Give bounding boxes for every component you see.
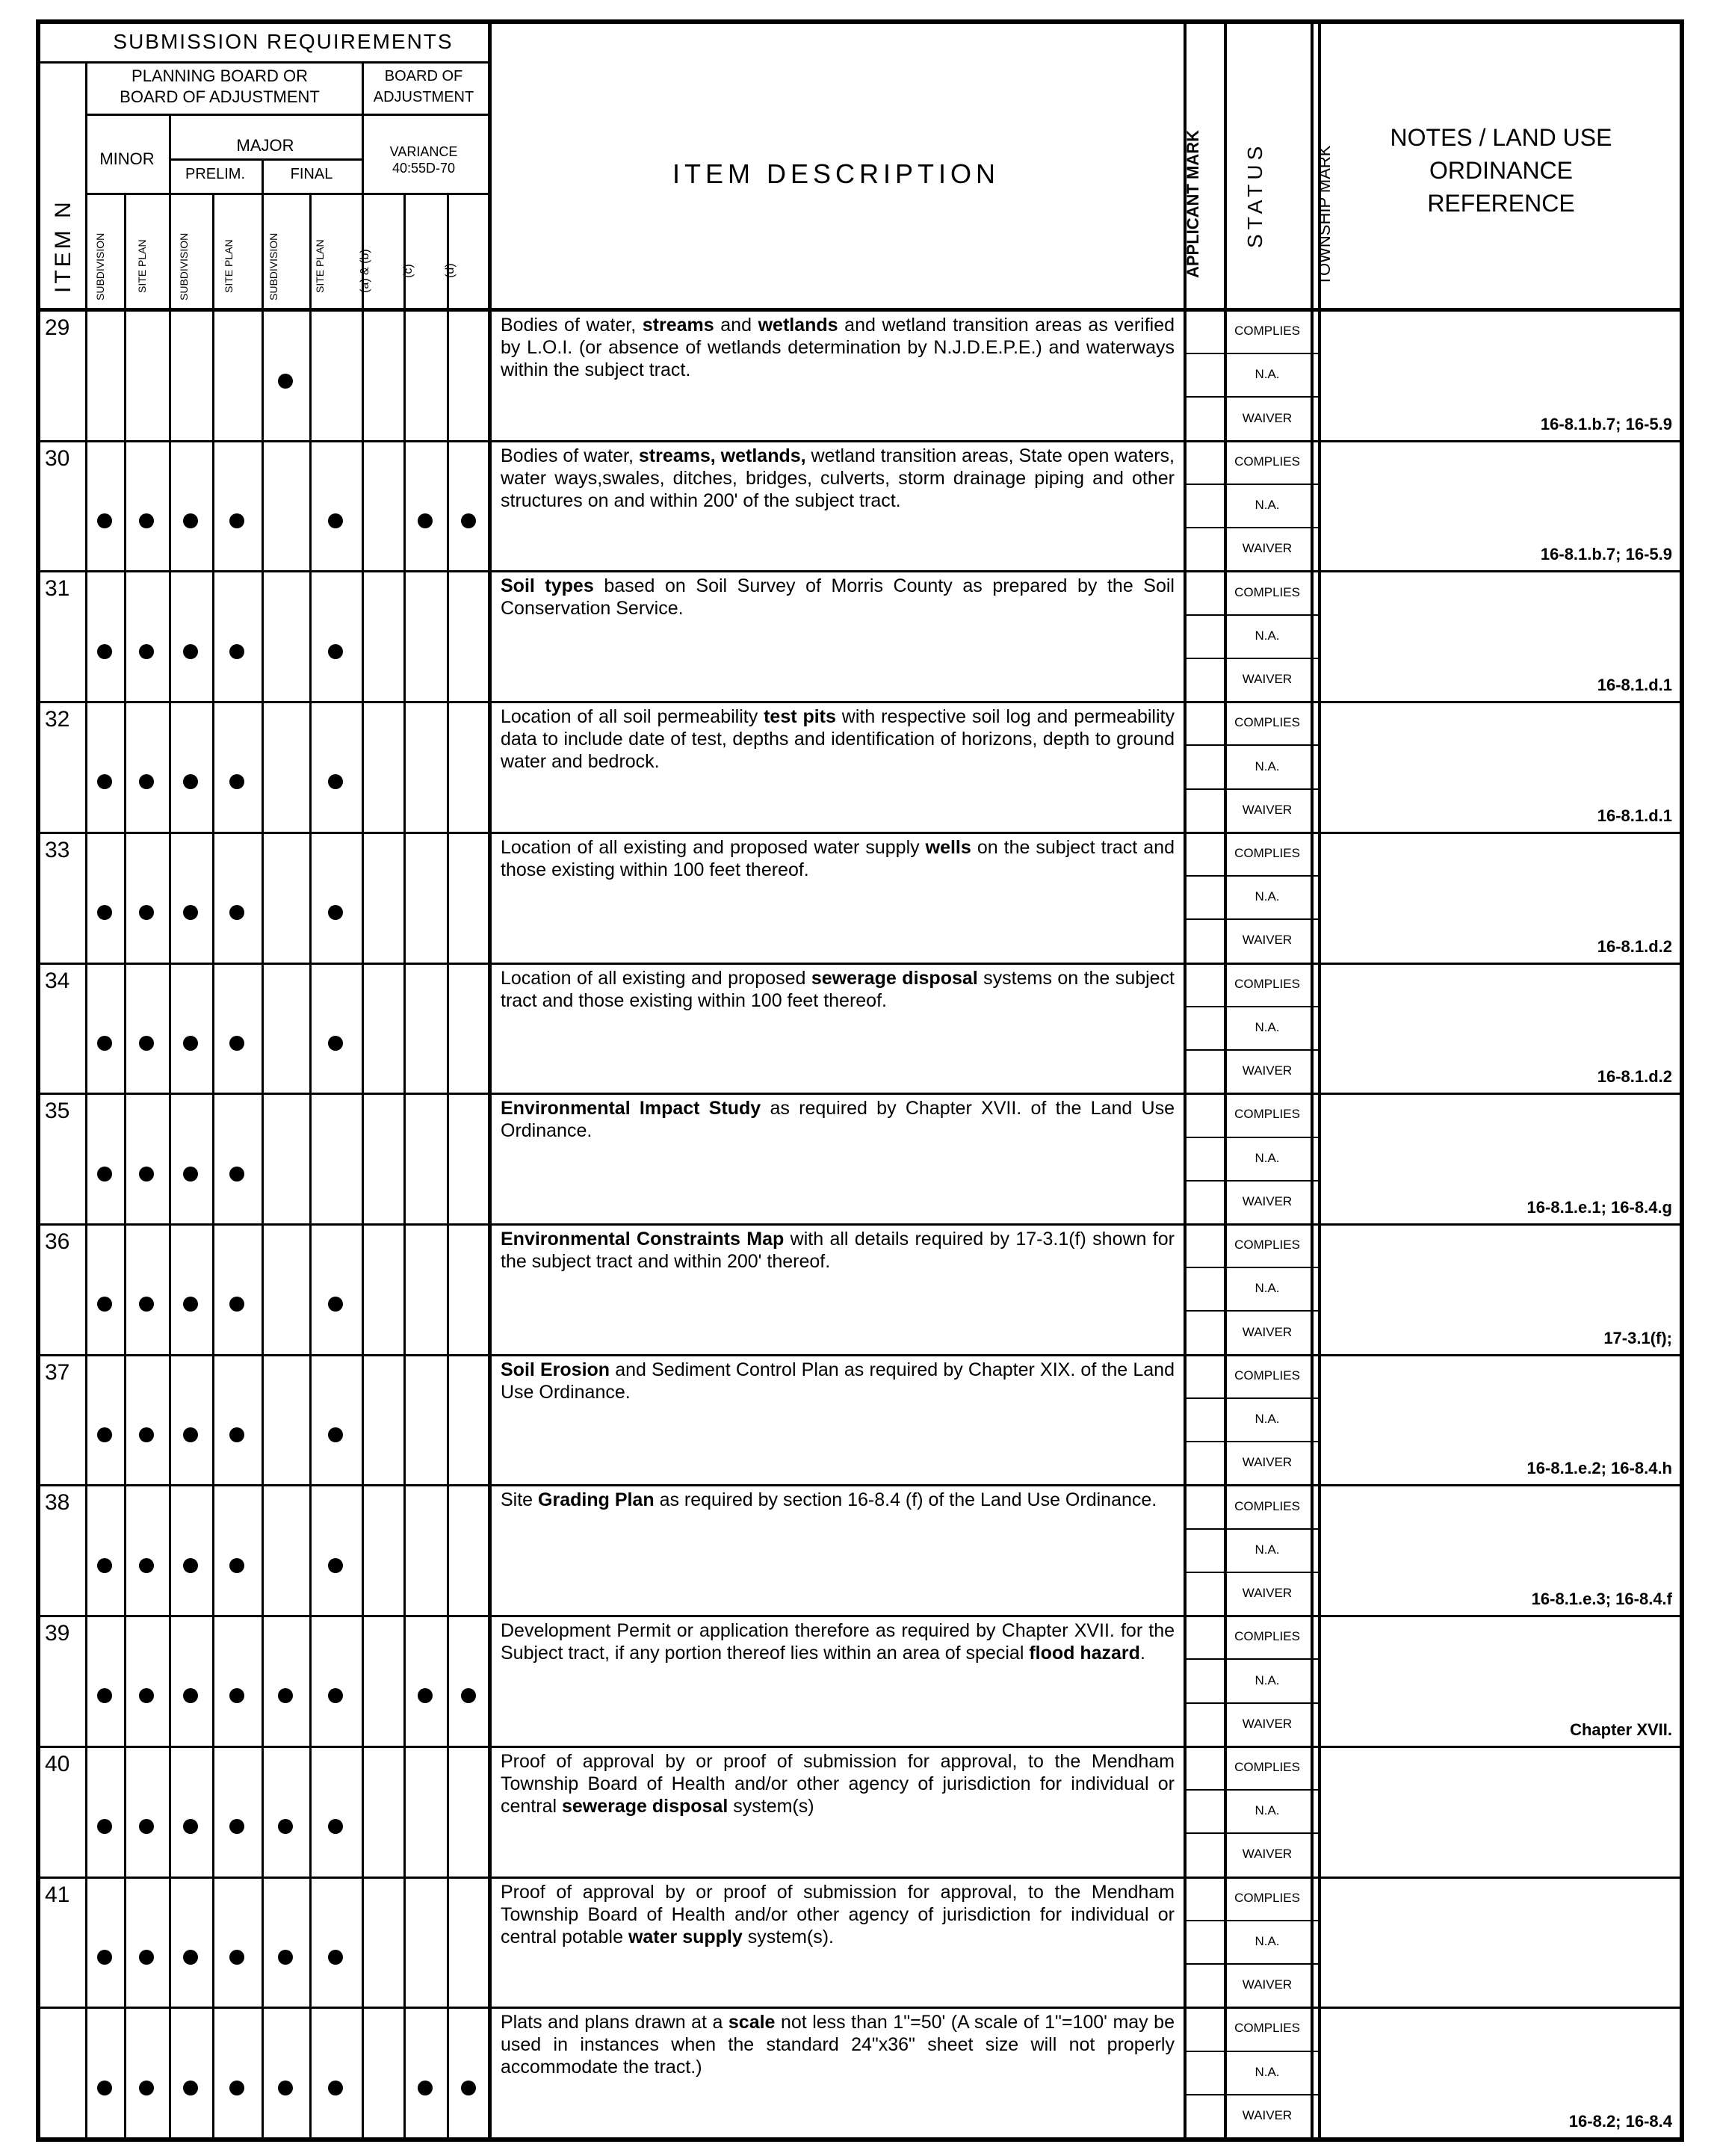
township-mark-box[interactable] xyxy=(1311,1832,1318,1876)
requirement-dot xyxy=(229,1167,244,1182)
requirement-dot xyxy=(328,2081,343,2095)
requirement-dot xyxy=(97,1427,112,1442)
status-option-na[interactable]: N.A. xyxy=(1255,1933,1280,1948)
township-mark-box[interactable] xyxy=(1311,1137,1318,1180)
township-mark-box[interactable] xyxy=(1311,963,1318,1006)
requirement-dot xyxy=(328,1558,343,1573)
requirement-dot xyxy=(183,513,198,528)
requirement-dot xyxy=(461,1688,476,1703)
applicant-mark-box[interactable] xyxy=(1184,2094,1224,2137)
status-option-complies[interactable]: COMPLIES xyxy=(1234,845,1300,860)
header-final: FINAL xyxy=(290,166,333,182)
requirement-dot xyxy=(97,1819,112,1834)
item-number: 35 xyxy=(45,1099,70,1124)
header-status: STATUS xyxy=(1243,141,1266,248)
applicant-mark-box[interactable] xyxy=(1184,1180,1224,1223)
township-mark-box[interactable] xyxy=(1311,1963,1318,2007)
header-notes: NOTES / LAND USE ORDINANCE REFERENCE xyxy=(1390,124,1612,217)
requirement-dot xyxy=(229,2081,244,2095)
status-option-complies[interactable]: COMPLIES xyxy=(1234,1107,1300,1122)
ordinance-reference: 16-8.1.e.2; 16-8.4.h xyxy=(1526,1459,1672,1478)
requirement-dot xyxy=(461,2081,476,2095)
status-option-na[interactable]: N.A. xyxy=(1255,498,1280,513)
applicant-mark-box[interactable] xyxy=(1184,1572,1224,1615)
township-mark-box[interactable] xyxy=(1311,2094,1318,2137)
col-final-subdivision: SUBDIVISION xyxy=(267,232,279,300)
township-mark-box[interactable] xyxy=(1311,2051,1318,2094)
ordinance-reference: 16-8.1.b.7; 16-5.9 xyxy=(1540,414,1672,433)
requirement-dot xyxy=(328,644,343,659)
township-mark-box[interactable] xyxy=(1311,1572,1318,1615)
status-option-complies[interactable]: COMPLIES xyxy=(1234,1368,1300,1383)
township-mark-box[interactable] xyxy=(1311,1267,1318,1310)
township-mark-box[interactable] xyxy=(1311,788,1318,832)
item-number: 33 xyxy=(45,837,70,862)
item-number: 40 xyxy=(45,1751,70,1776)
requirement-dot xyxy=(97,1950,112,1965)
ordinance-reference: Chapter XVII. xyxy=(1570,1720,1672,1739)
status-option-complies[interactable]: COMPLIES xyxy=(1234,454,1300,469)
item-number: 29 xyxy=(45,315,70,340)
applicant-mark-box[interactable] xyxy=(1184,658,1224,701)
status-option-waiver[interactable]: WAIVER xyxy=(1242,1716,1293,1731)
applicant-mark-box[interactable] xyxy=(1184,875,1224,918)
item-description: Plats and plans drawn at a scale not less than 1"=50' (A scale of 1"=100' may be used in instances when the standard 24"x36" sheet size will not properly accommodate the tract.) xyxy=(501,2012,1175,2078)
status-option-na[interactable]: N.A. xyxy=(1255,889,1280,904)
status-option-na[interactable]: N.A. xyxy=(1255,759,1280,773)
township-mark-box[interactable] xyxy=(1311,1441,1318,1484)
township-mark-box[interactable] xyxy=(1311,1354,1318,1397)
applicant-mark-box[interactable] xyxy=(1184,1920,1224,1963)
col-minor-site-plan: SITE PLAN xyxy=(136,239,148,293)
township-mark-box[interactable] xyxy=(1311,1528,1318,1572)
applicant-mark-box[interactable] xyxy=(1184,1397,1224,1441)
requirement-dot xyxy=(139,1297,154,1312)
requirement-dot xyxy=(278,1950,293,1965)
header-item-description: ITEM DESCRIPTION xyxy=(672,158,1000,189)
header-variance: VARIANCE 40:55D-70 xyxy=(389,144,458,176)
township-mark-box[interactable] xyxy=(1311,832,1318,875)
status-option-waiver[interactable]: WAIVER xyxy=(1242,1324,1293,1339)
col-variance-d: (d) xyxy=(444,263,457,278)
status-option-waiver[interactable]: WAIVER xyxy=(1242,1455,1293,1470)
ordinance-reference: 16-8.1.e.3; 16-8.4.f xyxy=(1531,1590,1672,1609)
status-option-waiver[interactable]: WAIVER xyxy=(1242,802,1293,817)
header-submission-requirements: SUBMISSION REQUIREMENTS xyxy=(113,30,454,53)
township-mark-box[interactable] xyxy=(1311,1789,1318,1832)
submission-requirements-form xyxy=(36,19,1684,2142)
requirement-dot xyxy=(183,774,198,789)
item-number: 36 xyxy=(45,1229,70,1254)
requirement-dot xyxy=(183,1558,198,1573)
township-mark-box[interactable] xyxy=(1311,309,1318,353)
item-number: 41 xyxy=(45,1882,70,1907)
requirement-dot xyxy=(229,1427,244,1442)
township-mark-box[interactable] xyxy=(1311,1180,1318,1223)
applicant-mark-box[interactable] xyxy=(1184,1267,1224,1310)
status-option-na[interactable]: N.A. xyxy=(1255,1542,1280,1557)
requirement-dot xyxy=(328,1950,343,1965)
applicant-mark-box[interactable] xyxy=(1184,1789,1224,1832)
applicant-mark-box[interactable] xyxy=(1184,1223,1224,1267)
status-option-complies[interactable]: COMPLIES xyxy=(1234,584,1300,599)
township-mark-box[interactable] xyxy=(1311,1877,1318,1920)
applicant-mark-box[interactable] xyxy=(1184,570,1224,614)
requirement-dot xyxy=(328,1297,343,1312)
requirement-dot xyxy=(97,1297,112,1312)
township-mark-box[interactable] xyxy=(1311,1658,1318,1702)
col-minor-subdivision: SUBDIVISION xyxy=(94,232,106,300)
requirement-dot xyxy=(139,774,154,789)
item-number: 38 xyxy=(45,1490,70,1516)
status-option-complies[interactable]: COMPLIES xyxy=(1234,976,1300,991)
status-option-waiver[interactable]: WAIVER xyxy=(1242,2107,1293,2122)
status-option-complies[interactable]: COMPLIES xyxy=(1234,2021,1300,2036)
requirement-dot xyxy=(97,513,112,528)
item-description: Environmental Impact Study as required by Chapter XVII. of the Land Use Ordinance. xyxy=(501,1098,1175,1142)
status-option-complies[interactable]: COMPLIES xyxy=(1234,1238,1300,1252)
requirement-dot xyxy=(139,513,154,528)
requirement-dot xyxy=(97,1167,112,1182)
status-option-waiver[interactable]: WAIVER xyxy=(1242,1063,1293,1078)
township-mark-box[interactable] xyxy=(1311,353,1318,396)
requirement-dot xyxy=(139,1950,154,1965)
applicant-mark-box[interactable] xyxy=(1184,527,1224,570)
item-description: Environmental Constraints Map with all details required by 17-3.1(f) shown for the subject tract and within 200' thereof. xyxy=(501,1229,1175,1272)
ordinance-reference: 16-8.1.e.1; 16-8.4.g xyxy=(1526,1198,1672,1217)
item-description: Bodies of water, streams and wetlands and wetland transition areas as verified by L.O.I. (or absence of wetlands determination by N.J.D.E.P.E.) and waterways within the subject tract. xyxy=(501,315,1175,380)
applicant-mark-box[interactable] xyxy=(1184,1746,1224,1789)
township-mark-box[interactable] xyxy=(1311,875,1318,918)
township-mark-box[interactable] xyxy=(1311,1223,1318,1267)
applicant-mark-box[interactable] xyxy=(1184,1963,1224,2007)
item-description: Soil types based on Soil Survey of Morris County as prepared by the Soil Conservation Service. xyxy=(501,575,1175,620)
requirement-dot xyxy=(183,1036,198,1051)
col-prelim-subdivision: SUBDIVISION xyxy=(178,232,190,300)
status-option-na[interactable]: N.A. xyxy=(1255,2064,1280,2079)
township-mark-box[interactable] xyxy=(1311,1397,1318,1441)
requirement-dot xyxy=(229,774,244,789)
township-mark-box[interactable] xyxy=(1311,527,1318,570)
township-mark-box[interactable] xyxy=(1311,570,1318,614)
applicant-mark-box[interactable] xyxy=(1184,744,1224,788)
requirement-dot xyxy=(183,1819,198,1834)
requirement-dot xyxy=(328,774,343,789)
requirement-dot xyxy=(139,1558,154,1573)
ordinance-reference: 16-8.1.d.2 xyxy=(1597,1067,1672,1087)
requirement-dot xyxy=(139,644,154,659)
township-mark-box[interactable] xyxy=(1311,1093,1318,1136)
item-description: Bodies of water, streams, wetlands, wetland transition areas, State open waters, water ways,swales, ditches, bridges, culverts, storm drainage piping and other structures on and within 200' of the subject tract. xyxy=(501,445,1175,511)
applicant-mark-box[interactable] xyxy=(1184,353,1224,396)
applicant-mark-box[interactable] xyxy=(1184,1832,1224,1876)
requirement-dot xyxy=(183,1427,198,1442)
requirement-dot xyxy=(229,513,244,528)
item-description: Soil Erosion and Sediment Control Plan as required by Chapter XIX. of the Land Use Ordinance. xyxy=(501,1359,1175,1403)
status-option-complies[interactable]: COMPLIES xyxy=(1234,1890,1300,1905)
requirement-dot xyxy=(97,1558,112,1573)
applicant-mark-box[interactable] xyxy=(1184,1877,1224,1920)
requirement-dot xyxy=(328,1427,343,1442)
header-minor: MINOR xyxy=(99,149,155,168)
header-township-mark: TOWNSHIP MARK xyxy=(1315,145,1334,285)
requirement-dot xyxy=(328,1819,343,1834)
header-prelim: PRELIM. xyxy=(185,166,246,182)
requirement-dot xyxy=(183,1688,198,1703)
requirement-dot xyxy=(229,1819,244,1834)
township-mark-box[interactable] xyxy=(1311,2007,1318,2050)
applicant-mark-box[interactable] xyxy=(1184,1441,1224,1484)
item-description: Proof of approval by or proof of submission for approval, to the Mendham Township Board of Health and/or other agency of jurisdiction for individual or central sewerage disposal system(s) xyxy=(501,1750,1175,1817)
applicant-mark-box[interactable] xyxy=(1184,1658,1224,1702)
applicant-mark-box[interactable] xyxy=(1184,1354,1224,1397)
status-option-na[interactable]: N.A. xyxy=(1255,1672,1280,1687)
township-mark-box[interactable] xyxy=(1311,1920,1318,1963)
status-option-complies[interactable]: COMPLIES xyxy=(1234,1629,1300,1644)
township-mark-box[interactable] xyxy=(1311,658,1318,701)
requirement-dot xyxy=(97,1036,112,1051)
status-option-complies[interactable]: COMPLIES xyxy=(1234,1759,1300,1774)
item-description: Proof of approval by or proof of submission for approval, to the Mendham Township Board of Health and/or other agency of jurisdiction for individual or central potable water supply system(s). xyxy=(501,1881,1175,1947)
requirement-dot xyxy=(183,1297,198,1312)
township-mark-box[interactable] xyxy=(1311,918,1318,962)
requirement-dot xyxy=(183,1950,198,1965)
applicant-mark-box[interactable] xyxy=(1184,2051,1224,2094)
requirement-dot xyxy=(418,2081,433,2095)
applicant-mark-box[interactable] xyxy=(1184,2007,1224,2050)
applicant-mark-box[interactable] xyxy=(1184,309,1224,353)
requirement-dot xyxy=(461,513,476,528)
applicant-mark-box[interactable] xyxy=(1184,1137,1224,1180)
township-mark-box[interactable] xyxy=(1311,1310,1318,1353)
status-option-na[interactable]: N.A. xyxy=(1255,1412,1280,1427)
township-mark-box[interactable] xyxy=(1311,701,1318,744)
status-option-waiver[interactable]: WAIVER xyxy=(1242,541,1293,556)
ordinance-reference: 16-8.1.d.1 xyxy=(1597,676,1672,695)
requirement-dot xyxy=(139,1819,154,1834)
item-description: Location of all existing and proposed sewerage disposal systems on the subject tract and those existing within 100 feet thereof. xyxy=(501,967,1175,1011)
ordinance-reference: 17-3.1(f); xyxy=(1603,1328,1672,1347)
status-option-complies[interactable]: COMPLIES xyxy=(1234,715,1300,730)
status-option-complies[interactable]: COMPLIES xyxy=(1234,1498,1300,1513)
township-mark-box[interactable] xyxy=(1311,1746,1318,1789)
item-number: 34 xyxy=(45,968,70,993)
applicant-mark-box[interactable] xyxy=(1184,1006,1224,1049)
township-mark-box[interactable] xyxy=(1311,1049,1318,1093)
status-option-na[interactable]: N.A. xyxy=(1255,1281,1280,1296)
requirement-dot xyxy=(139,1036,154,1051)
requirement-dot xyxy=(183,2081,198,2095)
ordinance-reference: 16-8.2; 16-8.4 xyxy=(1568,2112,1672,2131)
applicant-mark-box[interactable] xyxy=(1184,701,1224,744)
applicant-mark-box[interactable] xyxy=(1184,614,1224,658)
township-mark-box[interactable] xyxy=(1311,484,1318,527)
item-number: 37 xyxy=(45,1359,70,1385)
requirement-dot xyxy=(97,2081,112,2095)
applicant-mark-box[interactable] xyxy=(1184,1093,1224,1136)
requirement-dot xyxy=(97,644,112,659)
applicant-mark-box[interactable] xyxy=(1184,832,1224,875)
requirement-dot xyxy=(278,374,293,389)
status-option-na[interactable]: N.A. xyxy=(1255,367,1280,382)
applicant-mark-box[interactable] xyxy=(1184,963,1224,1006)
col-prelim-site-plan: SITE PLAN xyxy=(223,239,235,293)
ordinance-reference: 16-8.1.d.2 xyxy=(1597,936,1672,956)
applicant-mark-box[interactable] xyxy=(1184,918,1224,962)
header-planning-board: PLANNING BOARD OR BOARD OF ADJUSTMENT xyxy=(120,67,320,106)
status-option-waiver[interactable]: WAIVER xyxy=(1242,1977,1293,1992)
ordinance-reference: 16-8.1.d.1 xyxy=(1597,806,1672,825)
applicant-mark-box[interactable] xyxy=(1184,1484,1224,1528)
township-mark-box[interactable] xyxy=(1311,744,1318,788)
requirement-dot xyxy=(139,1427,154,1442)
requirement-dot xyxy=(183,1167,198,1182)
item-description: Development Permit or application therefore as required by Chapter XVII. for the Subject tract, if any portion thereof lies within an area of special flood hazard. xyxy=(501,1620,1175,1664)
status-option-na[interactable]: N.A. xyxy=(1255,628,1280,643)
applicant-mark-box[interactable] xyxy=(1184,1528,1224,1572)
requirement-dot xyxy=(139,1688,154,1703)
township-mark-box[interactable] xyxy=(1311,1615,1318,1658)
applicant-mark-box[interactable] xyxy=(1184,1310,1224,1353)
requirement-dot xyxy=(418,1688,433,1703)
item-description: Location of all existing and proposed water supply wells on the subject tract and those existing within 100 feet thereof. xyxy=(501,836,1175,880)
col-variance-ab: (a) & (b) xyxy=(359,249,371,293)
item-number: 30 xyxy=(45,445,70,471)
requirement-dot xyxy=(229,1558,244,1573)
status-option-waiver[interactable]: WAIVER xyxy=(1242,1847,1293,1862)
requirement-dot xyxy=(229,1297,244,1312)
requirement-dot xyxy=(183,905,198,920)
status-option-waiver[interactable]: WAIVER xyxy=(1242,1586,1293,1601)
applicant-mark-box[interactable] xyxy=(1184,788,1224,832)
col-variance-c: (c) xyxy=(402,264,415,278)
requirement-dot xyxy=(229,905,244,920)
requirement-dot xyxy=(328,513,343,528)
requirement-dot xyxy=(139,2081,154,2095)
header-applicant-mark: APPLICANT MARK xyxy=(1184,130,1202,278)
township-mark-box[interactable] xyxy=(1311,1006,1318,1049)
requirement-dot xyxy=(183,644,198,659)
requirement-dot xyxy=(229,1688,244,1703)
status-option-waiver[interactable]: WAIVER xyxy=(1242,933,1293,948)
applicant-mark-box[interactable] xyxy=(1184,1049,1224,1093)
applicant-mark-box[interactable] xyxy=(1184,396,1224,439)
requirement-dot xyxy=(418,513,433,528)
requirement-dot xyxy=(328,1688,343,1703)
requirement-dot xyxy=(97,905,112,920)
township-mark-box[interactable] xyxy=(1311,396,1318,439)
item-description: Location of all soil permeability test pits with respective soil log and permeability data to include date of test, depths and identification of horizons, depth to ground water and bedrock. xyxy=(501,706,1175,773)
requirement-dot xyxy=(229,1950,244,1965)
township-mark-box[interactable] xyxy=(1311,614,1318,658)
item-number: 31 xyxy=(45,576,70,602)
applicant-mark-box[interactable] xyxy=(1184,1615,1224,1658)
header-major: MAJOR xyxy=(236,136,294,155)
ordinance-reference: 16-8.1.b.7; 16-5.9 xyxy=(1540,545,1672,564)
col-final-site-plan: SITE PLAN xyxy=(314,239,326,293)
requirement-dot xyxy=(97,774,112,789)
status-option-waiver[interactable]: WAIVER xyxy=(1242,410,1293,425)
status-option-na[interactable]: N.A. xyxy=(1255,1803,1280,1818)
requirement-dot xyxy=(278,1819,293,1834)
township-mark-box[interactable] xyxy=(1311,1702,1318,1746)
township-mark-box[interactable] xyxy=(1311,1484,1318,1528)
applicant-mark-box[interactable] xyxy=(1184,1702,1224,1746)
requirement-dot xyxy=(278,2081,293,2095)
requirement-dot xyxy=(278,1688,293,1703)
header-board-of-adjustment: BOARD OF ADJUSTMENT xyxy=(373,68,474,105)
requirement-dot xyxy=(97,1688,112,1703)
requirement-dot xyxy=(229,1036,244,1051)
requirement-dot xyxy=(139,1167,154,1182)
requirement-dot xyxy=(139,905,154,920)
item-description: Site Grading Plan as required by section 16-8.4 (f) of the Land Use Ordinance. xyxy=(501,1489,1157,1511)
status-option-complies[interactable]: COMPLIES xyxy=(1234,324,1300,339)
township-mark-box[interactable] xyxy=(1311,440,1318,484)
item-number: 39 xyxy=(45,1621,70,1646)
applicant-mark-box[interactable] xyxy=(1184,440,1224,484)
requirement-dot xyxy=(229,644,244,659)
requirement-dot xyxy=(328,1036,343,1051)
status-option-waiver[interactable]: WAIVER xyxy=(1242,672,1293,687)
item-number: 32 xyxy=(45,707,70,732)
status-option-na[interactable]: N.A. xyxy=(1255,1019,1280,1034)
requirement-dot xyxy=(328,905,343,920)
status-option-na[interactable]: N.A. xyxy=(1255,1150,1280,1165)
status-option-waiver[interactable]: WAIVER xyxy=(1242,1193,1293,1208)
applicant-mark-box[interactable] xyxy=(1184,484,1224,527)
header-item-number: ITEM N xyxy=(51,199,75,293)
